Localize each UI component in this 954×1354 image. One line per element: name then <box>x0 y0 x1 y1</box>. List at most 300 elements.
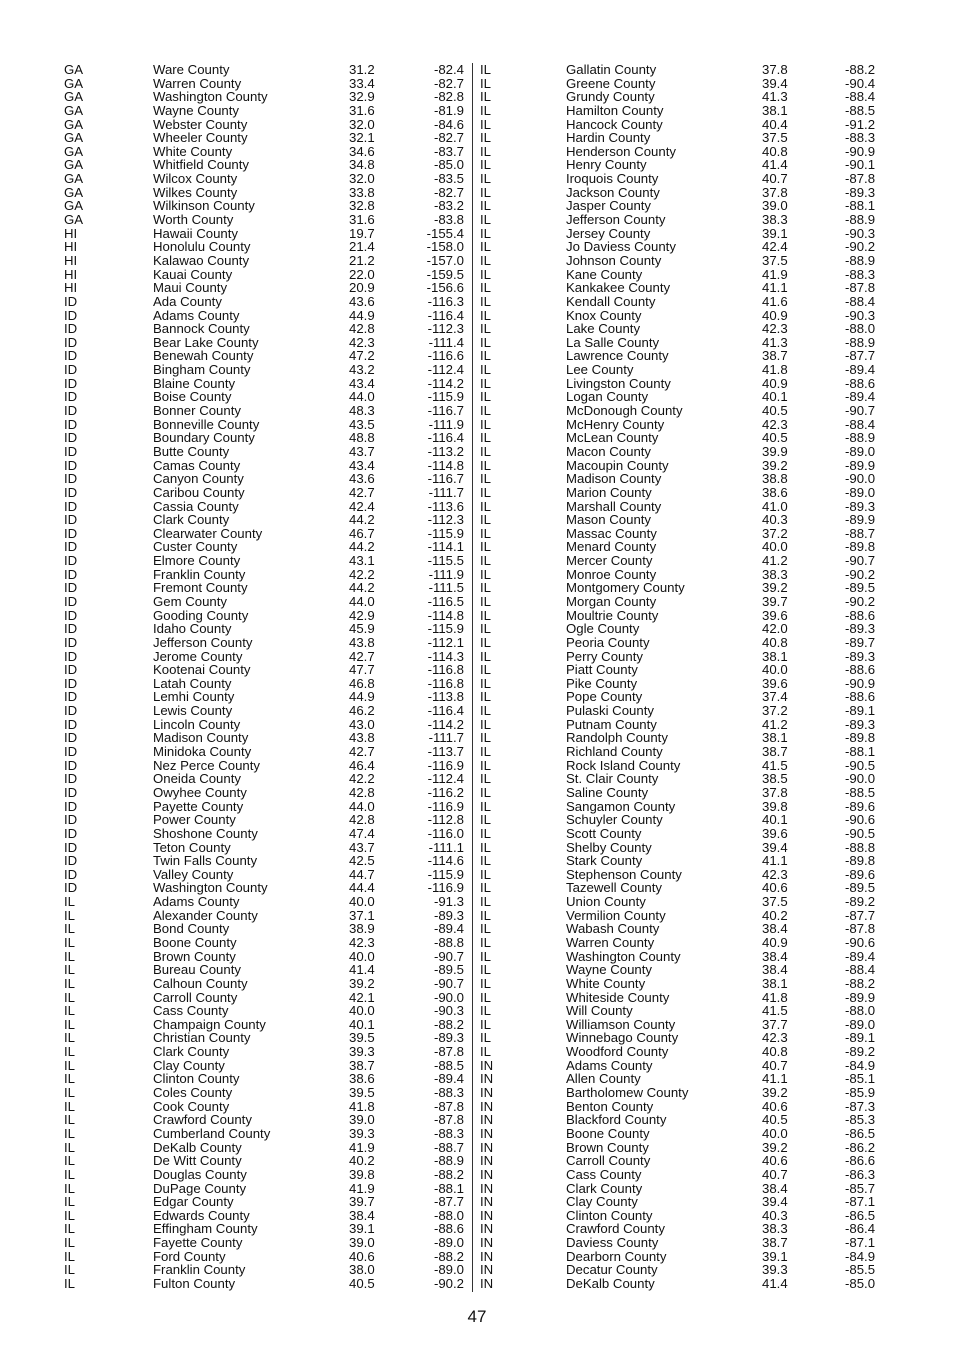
latitude: 41.1 <box>762 853 788 869</box>
latitude: 32.8 <box>349 198 375 214</box>
county-name: DeKalb County <box>566 1276 655 1292</box>
state-code: IL <box>64 1112 75 1128</box>
state-code: IL <box>480 225 491 241</box>
county-name: Shelby County <box>566 839 652 855</box>
state-code: ID <box>64 307 78 323</box>
table-row <box>0 677 477 691</box>
latitude: 42.7 <box>349 744 375 760</box>
longitude: -85.7 <box>845 1180 876 1196</box>
county-name: Lawrence County <box>566 348 669 364</box>
county-name: Clinton County <box>566 1207 653 1223</box>
county-name: Brown County <box>566 1139 649 1155</box>
county-name: Macon County <box>566 443 652 459</box>
table-row <box>477 704 954 718</box>
longitude: -87.8 <box>845 921 876 937</box>
longitude: -90.0 <box>845 471 876 487</box>
longitude: -89.1 <box>845 1030 876 1046</box>
table-row <box>477 1004 954 1018</box>
longitude: -111.9 <box>428 566 464 582</box>
state-code: IL <box>480 812 491 828</box>
table-row <box>0 1086 477 1100</box>
longitude: -90.6 <box>845 812 876 828</box>
state-code: IL <box>480 1044 491 1060</box>
latitude: 40.6 <box>762 1153 788 1169</box>
longitude: -89.9 <box>845 512 876 528</box>
county-name: Jefferson County <box>153 634 253 650</box>
county-name: McHenry County <box>566 416 665 432</box>
county-name: Henry County <box>566 157 647 173</box>
longitude: -89.1 <box>845 703 876 719</box>
table-row <box>477 1127 954 1141</box>
longitude: -116.8 <box>427 662 464 678</box>
county-name: Latah County <box>153 675 232 691</box>
table-row <box>0 663 477 677</box>
latitude: 39.4 <box>762 1194 788 1210</box>
latitude: 38.6 <box>762 484 788 500</box>
latitude: 38.9 <box>349 921 375 937</box>
state-code: IL <box>480 784 491 800</box>
county-name: Wabash County <box>566 921 660 937</box>
county-name: Greene County <box>566 75 656 91</box>
state-code: ID <box>64 457 78 473</box>
longitude: -88.9 <box>845 334 876 350</box>
state-code: HI <box>64 280 78 296</box>
latitude: 39.2 <box>349 975 375 991</box>
longitude: -115.9 <box>427 866 464 882</box>
table-row <box>0 336 477 350</box>
county-name: Fayette County <box>153 1235 243 1251</box>
table-row <box>0 268 477 282</box>
latitude: 38.4 <box>762 1180 788 1196</box>
table-row <box>0 186 477 200</box>
state-code: IL <box>480 621 491 637</box>
longitude: -89.3 <box>433 1030 464 1046</box>
state-code: IL <box>480 252 491 268</box>
county-name: Bartholomew County <box>566 1085 689 1101</box>
latitude: 42.1 <box>349 989 375 1005</box>
longitude: -90.7 <box>845 403 876 419</box>
state-code: IL <box>480 716 491 732</box>
county-name: Minidoka County <box>153 744 252 760</box>
county-name: Adams County <box>153 307 240 323</box>
county-name: Cassia County <box>153 498 239 514</box>
state-code: IL <box>64 1071 75 1087</box>
county-name: Jo Daviess County <box>566 239 676 255</box>
longitude: -89.5 <box>845 580 876 596</box>
longitude: -90.0 <box>845 771 876 787</box>
latitude: 40.3 <box>762 512 788 528</box>
state-code: IL <box>480 389 491 405</box>
latitude: 39.6 <box>762 607 788 623</box>
latitude: 21.4 <box>349 239 375 255</box>
latitude: 42.9 <box>349 607 375 623</box>
latitude: 41.1 <box>762 1071 788 1087</box>
state-code: IL <box>480 348 491 364</box>
table-row <box>477 745 954 759</box>
county-name: Decatur County <box>566 1262 658 1278</box>
table-row <box>0 145 477 159</box>
longitude: -89.0 <box>845 484 876 500</box>
table-row <box>477 281 954 295</box>
county-name: Elmore County <box>153 553 241 569</box>
longitude: -116.8 <box>427 675 464 691</box>
state-code: IL <box>480 798 491 814</box>
county-name: Pulaski County <box>566 703 654 719</box>
state-code: HI <box>64 239 78 255</box>
longitude: -114.8 <box>427 457 464 473</box>
county-name: Ware County <box>153 62 230 77</box>
state-code: IL <box>480 1030 491 1046</box>
latitude: 38.5 <box>762 771 788 787</box>
state-code: IL <box>64 1180 75 1196</box>
table-row <box>477 636 954 650</box>
latitude: 40.2 <box>762 907 788 923</box>
table-row <box>477 1059 954 1073</box>
table-row <box>0 459 477 473</box>
county-name: Dearborn County <box>566 1248 667 1264</box>
table-row <box>0 1250 477 1264</box>
state-code: IL <box>480 62 491 77</box>
state-code: IL <box>480 825 491 841</box>
latitude: 40.7 <box>762 1166 788 1182</box>
state-code: HI <box>64 252 78 268</box>
latitude: 40.0 <box>762 539 788 555</box>
longitude: -112.4 <box>427 771 464 787</box>
latitude: 40.0 <box>762 662 788 678</box>
table-row <box>0 213 477 227</box>
table-row <box>0 800 477 814</box>
county-name: Warren County <box>153 75 242 91</box>
longitude: -89.2 <box>845 1044 876 1060</box>
state-code: IN <box>480 1207 494 1223</box>
longitude: -88.8 <box>433 935 464 950</box>
latitude: 42.3 <box>349 334 375 350</box>
latitude: 38.7 <box>349 1057 375 1073</box>
state-code: IL <box>64 1139 75 1155</box>
county-name: DuPage County <box>153 1180 247 1196</box>
latitude: 41.4 <box>349 962 375 978</box>
latitude: 38.7 <box>762 744 788 760</box>
county-name: Fremont County <box>153 580 248 596</box>
longitude: -89.6 <box>845 798 876 814</box>
county-name: Winnebago County <box>566 1030 679 1046</box>
table-row <box>477 459 954 473</box>
longitude: -90.2 <box>845 239 876 255</box>
state-code: IL <box>480 184 491 200</box>
table-row <box>0 404 477 418</box>
state-code: ID <box>64 757 78 773</box>
latitude: 41.1 <box>762 280 788 296</box>
longitude: -89.3 <box>433 907 464 923</box>
latitude: 39.2 <box>762 1139 788 1155</box>
table-row <box>477 213 954 227</box>
longitude: -88.6 <box>845 607 876 623</box>
state-code: IL <box>480 607 491 623</box>
county-name: Clay County <box>153 1057 225 1073</box>
county-name: Adams County <box>566 1057 653 1073</box>
latitude: 43.4 <box>349 457 375 473</box>
table-row <box>0 1222 477 1236</box>
county-name: Lincoln County <box>153 716 241 732</box>
latitude: 40.3 <box>762 1207 788 1223</box>
county-name: Daviess County <box>566 1235 659 1251</box>
state-code: IL <box>480 730 491 746</box>
latitude: 41.9 <box>349 1180 375 1196</box>
state-code: IL <box>64 1085 75 1101</box>
longitude: -89.0 <box>433 1235 464 1251</box>
state-code: IL <box>480 171 491 187</box>
longitude: -86.5 <box>845 1125 876 1141</box>
county-name: Marion County <box>566 484 652 500</box>
state-code: ID <box>64 375 78 391</box>
state-code: GA <box>64 157 84 173</box>
longitude: -88.1 <box>845 198 876 214</box>
state-code: IL <box>480 212 491 228</box>
state-code: GA <box>64 89 84 105</box>
longitude: -90.7 <box>845 553 876 569</box>
latitude: 39.4 <box>762 839 788 855</box>
latitude: 40.1 <box>349 1016 375 1032</box>
table-row <box>0 377 477 391</box>
longitude: -90.0 <box>433 989 464 1005</box>
longitude: -86.5 <box>845 1207 876 1223</box>
latitude: 40.2 <box>349 1153 375 1169</box>
state-code: IL <box>480 880 491 896</box>
county-name: Cumberland County <box>153 1125 271 1141</box>
table-row <box>477 650 954 664</box>
county-name: Schuyler County <box>566 812 663 828</box>
state-code: IN <box>480 1057 494 1073</box>
longitude: -88.2 <box>433 1016 464 1032</box>
county-name: Calhoun County <box>153 975 248 991</box>
latitude: 44.7 <box>349 866 375 882</box>
latitude: 38.6 <box>349 1071 375 1087</box>
table-row <box>477 718 954 732</box>
latitude: 40.6 <box>762 880 788 896</box>
latitude: 40.1 <box>762 812 788 828</box>
table-row <box>477 527 954 541</box>
latitude: 41.9 <box>349 1139 375 1155</box>
county-name: Boundary County <box>153 430 255 446</box>
county-name: Idaho County <box>153 621 232 637</box>
table-row <box>477 568 954 582</box>
table-row <box>477 363 954 377</box>
table-row <box>477 1141 954 1155</box>
table-row <box>477 377 954 391</box>
latitude: 37.1 <box>349 907 375 923</box>
longitude: -82.8 <box>433 89 464 105</box>
table-row <box>0 813 477 827</box>
longitude: -88.5 <box>845 784 876 800</box>
table-row <box>0 950 477 964</box>
county-name: Edwards County <box>153 1207 250 1223</box>
table-row <box>0 581 477 595</box>
latitude: 40.4 <box>762 116 788 132</box>
county-name: Kalawao County <box>153 252 250 268</box>
state-code: ID <box>64 443 78 459</box>
latitude: 39.0 <box>349 1112 375 1128</box>
latitude: 40.8 <box>762 1044 788 1060</box>
county-name: Owyhee County <box>153 784 247 800</box>
table-row <box>0 595 477 609</box>
state-code: IL <box>64 962 75 978</box>
county-name: Caribou County <box>153 484 245 500</box>
longitude: -89.4 <box>845 948 876 964</box>
county-name: Richland County <box>566 744 663 760</box>
county-name: Bannock County <box>153 321 250 337</box>
county-name: Ada County <box>153 293 222 309</box>
table-row <box>0 1209 477 1223</box>
county-name: Bond County <box>153 921 230 937</box>
table-row <box>477 254 954 268</box>
state-code: IL <box>64 1166 75 1182</box>
latitude: 44.2 <box>349 512 375 528</box>
county-name: Cook County <box>153 1098 230 1114</box>
table-row <box>0 1168 477 1182</box>
latitude: 40.6 <box>349 1248 375 1264</box>
longitude: -88.2 <box>433 1166 464 1182</box>
table-row <box>477 595 954 609</box>
table-row <box>0 922 477 936</box>
state-code: IL <box>480 443 491 459</box>
latitude: 43.0 <box>349 716 375 732</box>
state-code: IL <box>64 907 75 923</box>
county-name: Clark County <box>566 1180 643 1196</box>
state-code: IL <box>480 293 491 309</box>
latitude: 41.2 <box>762 553 788 569</box>
table-row <box>0 540 477 554</box>
latitude: 42.0 <box>762 621 788 637</box>
state-code: IL <box>480 498 491 514</box>
table-row <box>0 1045 477 1059</box>
state-code: IL <box>480 935 491 950</box>
latitude: 38.4 <box>762 962 788 978</box>
latitude: 37.8 <box>762 784 788 800</box>
county-name: Logan County <box>566 389 649 405</box>
latitude: 40.5 <box>762 403 788 419</box>
latitude: 37.2 <box>762 525 788 541</box>
state-code: IN <box>480 1139 494 1155</box>
latitude: 40.8 <box>762 634 788 650</box>
latitude: 41.3 <box>762 89 788 105</box>
longitude: -88.9 <box>845 212 876 228</box>
longitude: -85.5 <box>845 1262 876 1278</box>
latitude: 38.3 <box>762 1221 788 1237</box>
longitude: -116.5 <box>427 593 464 609</box>
longitude: -114.3 <box>427 648 464 664</box>
longitude: -88.9 <box>845 430 876 446</box>
county-name: Oneida County <box>153 771 241 787</box>
table-row <box>0 118 477 132</box>
longitude: -87.1 <box>845 1194 876 1210</box>
table-row <box>477 813 954 827</box>
county-name: Clay County <box>566 1194 638 1210</box>
state-code: ID <box>64 525 78 541</box>
table-row <box>0 868 477 882</box>
latitude: 41.5 <box>762 757 788 773</box>
table-row <box>477 677 954 691</box>
table-row <box>477 63 954 77</box>
county-name: De Witt County <box>153 1153 242 1169</box>
table-row <box>477 881 954 895</box>
state-code: IL <box>480 975 491 991</box>
table-row <box>0 704 477 718</box>
latitude: 43.4 <box>349 375 375 391</box>
latitude: 41.9 <box>762 266 788 282</box>
longitude: -88.6 <box>845 375 876 391</box>
state-code: IL <box>480 334 491 350</box>
table-row <box>477 1154 954 1168</box>
state-code: IL <box>64 1003 75 1019</box>
longitude: -89.3 <box>845 184 876 200</box>
longitude: -86.2 <box>845 1139 876 1155</box>
county-name: Randolph County <box>566 730 668 746</box>
latitude: 40.1 <box>762 389 788 405</box>
state-code: ID <box>64 580 78 596</box>
state-code: IL <box>480 157 491 173</box>
county-name: Scott County <box>566 825 642 841</box>
state-code: ID <box>64 484 78 500</box>
latitude: 44.0 <box>349 798 375 814</box>
table-row <box>477 690 954 704</box>
latitude: 42.7 <box>349 648 375 664</box>
county-name: Wilcox County <box>153 171 238 187</box>
longitude: -111.1 <box>428 839 464 855</box>
state-code: IN <box>480 1166 494 1182</box>
longitude: -113.8 <box>427 689 464 705</box>
latitude: 39.1 <box>762 225 788 241</box>
table-row <box>477 118 954 132</box>
page-number: 47 <box>467 1307 487 1326</box>
latitude: 39.0 <box>762 198 788 214</box>
county-name: Union County <box>566 894 646 910</box>
latitude: 46.4 <box>349 757 375 773</box>
longitude: -81.9 <box>433 102 464 118</box>
county-name: Crawford County <box>566 1221 665 1237</box>
latitude: 38.1 <box>762 975 788 991</box>
county-name: Maui County <box>153 280 228 296</box>
latitude: 47.4 <box>349 825 375 841</box>
county-name: Fulton County <box>153 1276 236 1292</box>
latitude: 39.2 <box>762 580 788 596</box>
longitude: -114.6 <box>427 853 464 869</box>
county-name: DeKalb County <box>153 1139 242 1155</box>
longitude: -114.2 <box>427 716 464 732</box>
table-row <box>0 772 477 786</box>
county-name: Sangamon County <box>566 798 676 814</box>
table-row <box>0 322 477 336</box>
table-row <box>477 827 954 841</box>
county-name: Henderson County <box>566 143 676 159</box>
county-name: Johnson County <box>566 252 662 268</box>
latitude: 41.8 <box>762 362 788 378</box>
state-code: IN <box>480 1098 494 1114</box>
latitude: 40.8 <box>762 143 788 159</box>
latitude: 43.7 <box>349 839 375 855</box>
longitude: -111.9 <box>428 416 464 432</box>
table-row <box>0 895 477 909</box>
county-name: Menard County <box>566 539 657 555</box>
county-name: Jersey County <box>566 225 651 241</box>
state-code: ID <box>64 607 78 623</box>
longitude: -88.0 <box>845 321 876 337</box>
county-name: Alexander County <box>153 907 258 923</box>
state-code: IL <box>64 1262 75 1278</box>
longitude: -90.3 <box>845 307 876 323</box>
county-name: Effingham County <box>153 1221 258 1237</box>
table-row <box>0 554 477 568</box>
latitude: 40.5 <box>762 1112 788 1128</box>
